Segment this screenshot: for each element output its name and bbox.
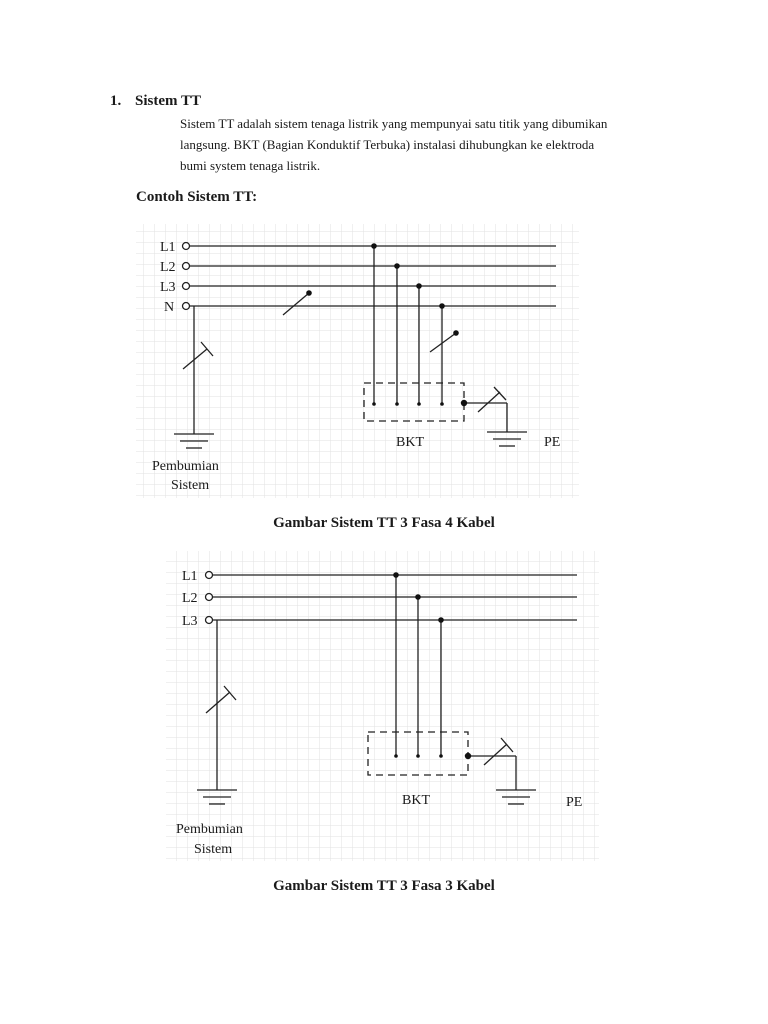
label-l2: L2 [182,591,198,606]
bkt-terminal [439,754,443,758]
bkt-pe-dot [461,400,467,406]
section-title: Sistem TT [135,93,201,109]
junction-dot [393,572,399,578]
terminal-l3 [183,283,190,290]
bkt-terminal [440,402,444,406]
example-heading: Contoh Sistem TT: [136,189,258,205]
paragraph-line: langsung. BKT (Bagian Konduktif Terbuka) instalasi dihubungkan ke elektroda [180,137,595,152]
paragraph-line: Sistem TT adalah sistem tenaga listrik yang mempunyai satu titik yang dibumikan [180,116,608,131]
figure-caption: Gambar Sistem TT 3 Fasa 4 Kabel [273,515,495,531]
paragraph-line: bumi system tenaga listrik. [180,158,321,173]
switch-dot [453,330,459,336]
label-n: N [164,300,175,315]
label-l3: L3 [182,614,198,629]
label-pe: PE [566,795,583,810]
section-number: 1. [110,93,122,109]
bkt-terminal [395,402,399,406]
label-pe: PE [544,435,561,450]
switch-dot [306,290,312,296]
bkt-terminal [372,402,376,406]
label-bkt: BKT [402,793,430,808]
terminal-l2 [206,594,213,601]
label-l1: L1 [182,569,198,584]
label-bkt: BKT [396,435,424,450]
junction-dot [415,594,421,600]
terminal-l1 [206,572,213,579]
label-earth-2: Sistem [171,478,210,493]
junction-dot [416,283,422,289]
junction-dot [439,303,445,309]
bkt-terminal [394,754,398,758]
label-l3: L3 [160,280,176,295]
label-earth-2: Sistem [194,842,233,857]
junction-dot [438,617,444,623]
terminal-n [183,303,190,310]
bkt-pe-dot [465,753,471,759]
terminal-l2 [183,263,190,270]
figure-caption: Gambar Sistem TT 3 Fasa 3 Kabel [273,878,495,894]
figure-tt-3-wire [166,551,599,861]
label-earth-1: Pembumian [152,459,219,474]
grid-background [136,224,579,498]
bkt-terminal [416,754,420,758]
junction-dot [394,263,400,269]
label-l1: L1 [160,240,176,255]
terminal-l3 [206,617,213,624]
label-earth-1: Pembumian [176,822,243,837]
figure-tt-4-wire [136,224,579,498]
terminal-l1 [183,243,190,250]
label-l2: L2 [160,260,176,275]
bkt-terminal [417,402,421,406]
junction-dot [371,243,377,249]
